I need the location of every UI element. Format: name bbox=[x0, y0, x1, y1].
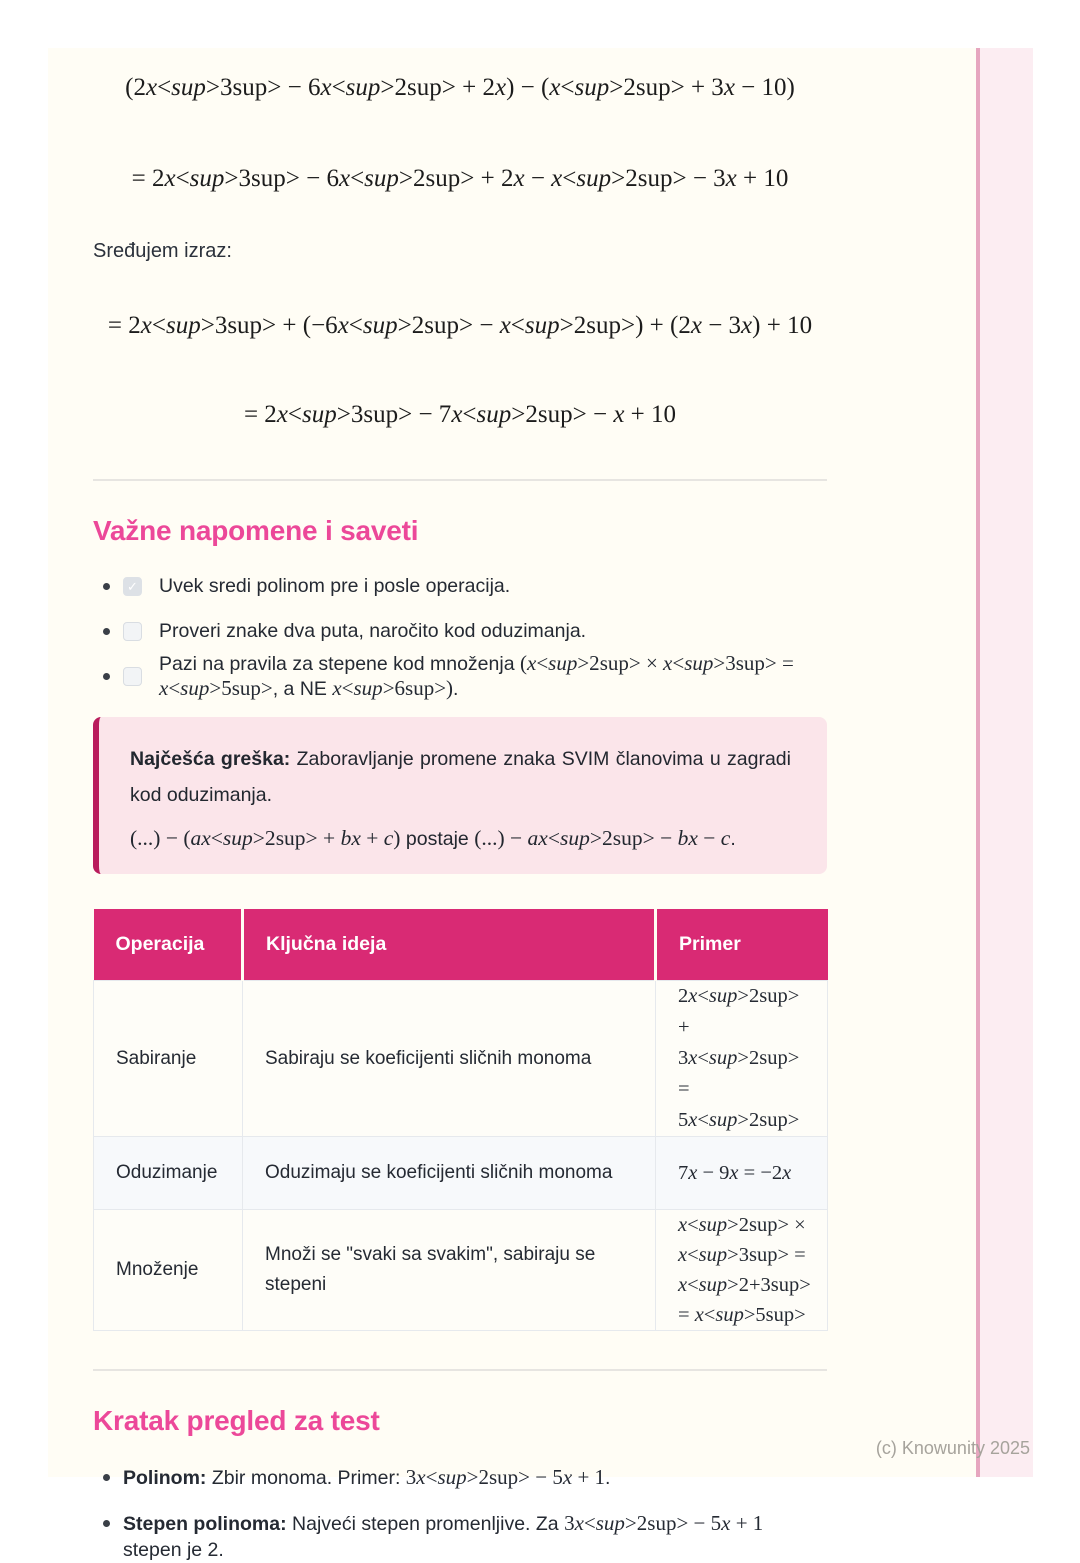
summary-item-text: Polinom: Zbir monoma. Primer: 3x<sup>2sup> − 5x + 1. bbox=[123, 1465, 611, 1489]
table-row bbox=[94, 1210, 828, 1331]
sredjujem-label: Sređujem izraz: bbox=[93, 240, 232, 262]
document-page bbox=[48, 48, 976, 1561]
bullet-dot bbox=[103, 628, 110, 635]
column-header-ideja: Ključna ideja bbox=[243, 909, 656, 981]
inline-math: (...) − (ax<sup>2sup> + bx + c) bbox=[130, 826, 401, 850]
checklist bbox=[93, 573, 827, 700]
checkbox-unchecked[interactable] bbox=[123, 667, 142, 686]
summary-item-text: Stepen polinoma: Najveći stepen promenljive. Za 3x<sup>2sup> − 5x + 1 stepen je 2. bbox=[123, 1511, 764, 1561]
cell-primer bbox=[656, 981, 828, 1137]
summary-list bbox=[93, 1464, 827, 1563]
inline-math: 2x<sup>2sup> + 3x<sup>2sup> = 5x<sup>2sup> bbox=[678, 985, 800, 1131]
summary-item bbox=[93, 1464, 827, 1491]
formula-line-3: = 2x<sup>3sup> + (−6x<sup>2sup> − x<sup>2sup>) + (2x − 3x) + 10 bbox=[107, 312, 813, 339]
checklist-item-text: Pazi na pravila za stepene kod množenja (x<sup>2sup> × x<sup>3sup> = x<sup>5sup>, a NE x<sup>6sup>). bbox=[159, 651, 794, 700]
inline-math: x<sup>2+3sup> = x<sup>5sup> bbox=[678, 1274, 811, 1326]
cell-idea: Oduzimaju se koeficijenti sličnih monoma bbox=[243, 1137, 656, 1210]
callout-text: Najčešća greška: Zaboravljanje promene znaka SVIM članovima u zagradi kod oduzimanja. bbox=[130, 748, 791, 806]
checkbox-checked[interactable] bbox=[123, 577, 142, 596]
cell-idea: Množi se "svaki sa svakim", sabiraju se stepeni bbox=[243, 1210, 656, 1331]
checklist-item bbox=[93, 573, 827, 599]
inline-math: (x<sup>2sup> × x<sup>3sup> = x<sup>5sup> bbox=[159, 651, 794, 700]
formula-line-4: = 2x<sup>3sup> − 7x<sup>2sup> − x + 10 bbox=[243, 401, 677, 428]
column-header-operacija: Operacija bbox=[94, 909, 243, 981]
cell-idea: Sabiraju se koeficijenti sličnih monoma bbox=[243, 981, 656, 1137]
bullet-dot bbox=[103, 1474, 110, 1481]
callout-title: Najčešća greška: bbox=[130, 748, 291, 770]
bullet-dot bbox=[103, 1520, 110, 1527]
bullet-dot bbox=[103, 583, 110, 590]
checklist-item bbox=[93, 618, 827, 644]
cell-operation: Sabiranje bbox=[94, 981, 243, 1137]
checklist-item-text: Uvek sredi polinom pre i posle operacija. bbox=[159, 574, 511, 597]
check-icon: ✓ bbox=[127, 578, 138, 594]
formula-line-2: = 2x<sup>3sup> − 6x<sup>2sup> + 2x − x<sup>2sup> − 3x + 10 bbox=[131, 165, 789, 192]
mistake-callout bbox=[93, 717, 827, 874]
cell-operation: Oduzimanje bbox=[94, 1137, 243, 1210]
summary-item bbox=[93, 1510, 827, 1563]
section-divider bbox=[93, 479, 827, 481]
notes-section-title: Važne napomene i saveti bbox=[93, 515, 419, 546]
inline-math: (...) − ax<sup>2sup> − bx − c bbox=[474, 826, 731, 850]
checklist-item bbox=[93, 651, 827, 700]
inline-math: x<sup>2sup> × x<sup>3sup> = bbox=[678, 1214, 806, 1266]
inline-math: 3x<sup>2sup> − 5x + 1 bbox=[405, 1465, 606, 1489]
page-content bbox=[93, 48, 827, 1563]
copyright-text: (c) Knowunity 2025 bbox=[875, 1438, 1030, 1458]
cell-primer bbox=[656, 1137, 828, 1210]
inline-math: x<sup>6sup>) bbox=[332, 676, 454, 700]
column-header-primer: Primer bbox=[656, 909, 828, 981]
cell-primer bbox=[656, 1210, 828, 1331]
bullet-dot bbox=[103, 673, 110, 680]
operations-table bbox=[93, 909, 828, 1331]
checklist-item-text: Proveri znake dva puta, naročito kod oduzimanja. bbox=[159, 619, 587, 642]
formula-line-1: (2x<sup>3sup> − 6x<sup>2sup> + 2x) − (x<sup>2sup> + 3x − 10) bbox=[125, 74, 795, 101]
right-margin-stripe bbox=[976, 48, 1033, 1477]
inline-math: 3x<sup>2sup> − 5x + 1 bbox=[564, 1511, 764, 1535]
summary-section-title: Kratak pregled za test bbox=[93, 1405, 380, 1436]
section-divider bbox=[93, 1369, 827, 1371]
cell-operation: Množenje bbox=[94, 1210, 243, 1331]
inline-math: 7x − 9x = −2x bbox=[678, 1161, 792, 1184]
checkbox-unchecked[interactable] bbox=[123, 622, 142, 641]
table-row bbox=[94, 1137, 828, 1210]
table-header-row bbox=[94, 909, 828, 981]
table-row bbox=[94, 981, 828, 1137]
callout-math-line: (...) − (ax<sup>2sup> + bx + c) postaje (...) − ax<sup>2sup> − bx − c. bbox=[130, 826, 736, 850]
